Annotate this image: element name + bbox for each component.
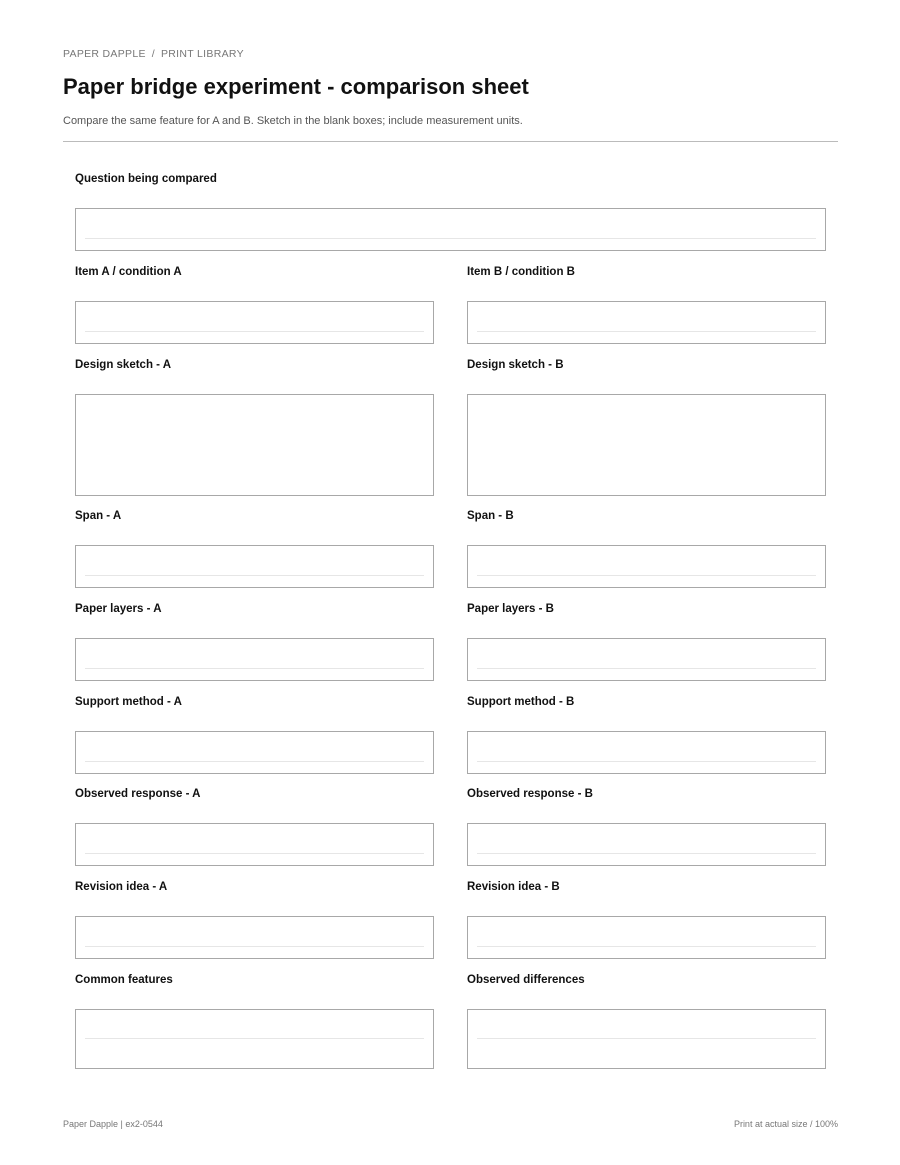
observed-differences-label: Observed differences bbox=[467, 974, 585, 986]
response-b-label: Observed response - B bbox=[467, 788, 593, 800]
header-divider bbox=[63, 141, 838, 142]
response-a-field[interactable] bbox=[75, 823, 434, 866]
observed-differences-field[interactable] bbox=[467, 1009, 826, 1069]
revision-b-label: Revision idea - B bbox=[467, 881, 560, 893]
breadcrumb-separator: / bbox=[151, 48, 155, 60]
writing-line bbox=[477, 668, 816, 669]
writing-line bbox=[477, 331, 816, 332]
writing-line bbox=[85, 575, 424, 576]
footer-id: Paper Dapple | ex2-0544 bbox=[63, 1119, 163, 1129]
support-a-label: Support method - A bbox=[75, 696, 182, 708]
layers-a-field[interactable] bbox=[75, 638, 434, 681]
writing-line bbox=[477, 853, 816, 854]
page-title: Paper bridge experiment - comparison sheet bbox=[63, 74, 529, 99]
revision-b-field[interactable] bbox=[467, 916, 826, 959]
writing-line bbox=[477, 946, 816, 947]
response-b-field[interactable] bbox=[467, 823, 826, 866]
sketch-a-label: Design sketch - A bbox=[75, 359, 172, 371]
revision-a-field[interactable] bbox=[75, 916, 434, 959]
item-b-field[interactable] bbox=[467, 301, 826, 344]
span-b-field[interactable] bbox=[467, 545, 826, 588]
question-label: Question being compared bbox=[75, 173, 217, 185]
layers-b-field[interactable] bbox=[467, 638, 826, 681]
page-subtitle: Compare the same feature for A and B. Sketch in the blank boxes; include measurement units. bbox=[63, 115, 523, 127]
layers-a-label: Paper layers - A bbox=[75, 603, 162, 615]
writing-line bbox=[85, 668, 424, 669]
span-a-label: Span - A bbox=[75, 510, 122, 522]
support-b-label: Support method - B bbox=[467, 696, 575, 708]
writing-line bbox=[477, 761, 816, 762]
writing-line bbox=[85, 1038, 424, 1039]
breadcrumb-site: PAPER DAPPLE bbox=[63, 48, 146, 60]
breadcrumb bbox=[63, 48, 244, 60]
layers-b-label: Paper layers - B bbox=[467, 603, 554, 615]
support-a-field[interactable] bbox=[75, 731, 434, 774]
sketch-a-area[interactable] bbox=[75, 394, 434, 496]
item-b-label: Item B / condition B bbox=[467, 266, 575, 278]
sketch-b-label: Design sketch - B bbox=[467, 359, 564, 371]
common-features-label: Common features bbox=[75, 974, 173, 986]
span-a-field[interactable] bbox=[75, 545, 434, 588]
writing-line bbox=[477, 1038, 816, 1039]
common-features-field[interactable] bbox=[75, 1009, 434, 1069]
response-a-label: Observed response - A bbox=[75, 788, 201, 800]
question-field[interactable] bbox=[75, 208, 826, 251]
span-b-label: Span - B bbox=[467, 510, 514, 522]
item-a-label: Item A / condition A bbox=[75, 266, 182, 278]
sketch-b-area[interactable] bbox=[467, 394, 826, 496]
writing-line bbox=[477, 575, 816, 576]
writing-line bbox=[85, 946, 424, 947]
writing-line bbox=[85, 331, 424, 332]
breadcrumb-section: PRINT LIBRARY bbox=[161, 48, 244, 60]
item-a-field[interactable] bbox=[75, 301, 434, 344]
footer-print-note: Print at actual size / 100% bbox=[733, 1119, 838, 1129]
revision-a-label: Revision idea - A bbox=[75, 881, 168, 893]
writing-line bbox=[85, 238, 816, 239]
support-b-field[interactable] bbox=[467, 731, 826, 774]
writing-line bbox=[85, 853, 424, 854]
writing-line bbox=[85, 761, 424, 762]
